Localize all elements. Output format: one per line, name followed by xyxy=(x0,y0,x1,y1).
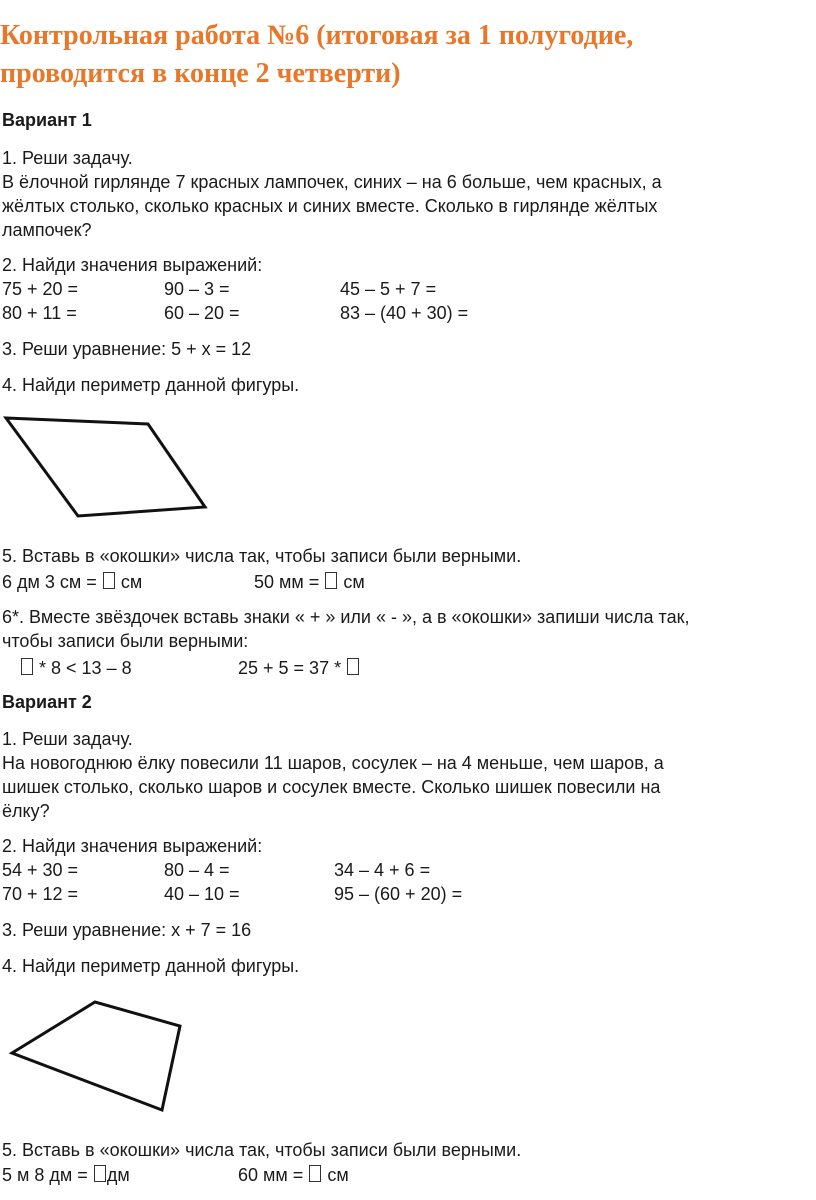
page-title-line-2: проводится в конце 2 четверти) xyxy=(0,58,401,89)
answer-box xyxy=(325,572,337,589)
v1-task6-b-left: 25 + 5 = 37 * xyxy=(238,658,342,678)
v1-task6-a-right: * 8 < 13 – 8 xyxy=(39,658,132,678)
v1-task1-text-line-2: жёлтых столько, сколько красных и синих вместе. Сколько в гирлянде жёлтых xyxy=(2,196,658,216)
answer-box xyxy=(94,1165,106,1182)
v2-expr-4: 70 + 12 = xyxy=(2,884,79,904)
variant-1-heading: Вариант 1 xyxy=(2,110,92,130)
v1-expr-1: 75 + 20 = xyxy=(2,279,79,299)
answer-box xyxy=(21,658,33,675)
v2-figure-quadrilateral xyxy=(0,992,200,1117)
v1-task5-b-unit: см xyxy=(343,572,365,592)
v2-task5-a-unit: дм xyxy=(106,1165,130,1185)
v1-task5-a-left: 6 дм 3 см = xyxy=(2,572,97,592)
v2-task5-a-left: 5 м 8 дм = xyxy=(2,1165,88,1185)
v2-expr-2: 80 – 4 = xyxy=(164,860,230,880)
v1-task6-expr-a xyxy=(20,656,132,680)
answer-box xyxy=(103,572,115,589)
v2-task2-heading: 2. Найди значения выражений: xyxy=(2,836,263,856)
v2-task1-text-line-1: На новогоднюю ёлку повесили 11 шаров, сосулек – на 4 меньше, чем шаров, а xyxy=(2,753,664,773)
variant-2-heading: Вариант 2 xyxy=(2,692,92,712)
v1-task1-heading: 1. Реши задачу. xyxy=(2,148,133,168)
v1-task1-text-line-1: В ёлочной гирлянде 7 красных лампочек, синих – на 6 больше, чем красных, а xyxy=(2,172,662,192)
v2-expr-6: 95 – (60 + 20) = xyxy=(334,884,463,904)
v1-expr-5: 60 – 20 = xyxy=(164,303,240,323)
v2-expr-5: 40 – 10 = xyxy=(164,884,240,904)
v2-task5-expr-a xyxy=(2,1163,130,1187)
v1-figure-quadrilateral xyxy=(0,410,220,525)
v1-task5-a-unit: см xyxy=(120,572,143,592)
v1-task4: 4. Найди периметр данной фигуры. xyxy=(2,375,300,395)
v2-task4: 4. Найди периметр данной фигуры. xyxy=(2,956,300,976)
v2-expr-1: 54 + 30 = xyxy=(2,860,79,880)
v2-task5-expr-b xyxy=(238,1163,349,1187)
v2-expr-3: 34 – 4 + 6 = xyxy=(334,860,431,880)
v2-task3: 3. Реши уравнение: х + 7 = 16 xyxy=(2,920,252,940)
v1-expr-2: 90 – 3 = xyxy=(164,279,230,299)
v2-task1-heading: 1. Реши задачу. xyxy=(2,729,133,749)
page-title-line-1: Контрольная работа №6 (итоговая за 1 полугодие, xyxy=(0,20,634,51)
v1-task6-expr-b xyxy=(238,656,360,680)
v1-task5-expr-b xyxy=(254,570,365,594)
v1-expr-6: 83 – (40 + 30) = xyxy=(340,303,469,323)
v2-task5-heading: 5. Вставь в «окошки» числа так, чтобы записи были верными. xyxy=(2,1140,522,1160)
v1-task5-b-left: 50 мм = xyxy=(254,572,320,592)
v1-task5-heading: 5. Вставь в «окошки» числа так, чтобы записи были верными. xyxy=(2,546,522,566)
v1-task6-text-line-2: чтобы записи были верными: xyxy=(2,631,249,651)
v1-task6-text-line-1: 6*. Вместе звёздочек вставь знаки « + » или « - », а в «окошки» запиши числа так, xyxy=(2,607,690,627)
v1-task1-text-line-3: лампочек? xyxy=(2,220,92,240)
v1-task2-heading: 2. Найди значения выражений: xyxy=(2,255,263,275)
v2-task5-b-left: 60 мм = xyxy=(238,1165,304,1185)
v1-task3: 3. Реши уравнение: 5 + х = 12 xyxy=(2,339,252,359)
v2-task5-b-unit: см xyxy=(327,1165,349,1185)
answer-box xyxy=(309,1165,321,1182)
v1-expr-4: 80 + 11 = xyxy=(2,303,77,323)
v1-task5-expr-a xyxy=(2,570,142,594)
v2-task1-text-line-2: шишек столько, сколько шаров и сосулек вместе. Сколько шишек повесили на xyxy=(2,777,661,797)
v1-expr-3: 45 – 5 + 7 = xyxy=(340,279,437,299)
v2-task1-text-line-3: ёлку? xyxy=(2,801,50,821)
answer-box xyxy=(347,658,359,675)
